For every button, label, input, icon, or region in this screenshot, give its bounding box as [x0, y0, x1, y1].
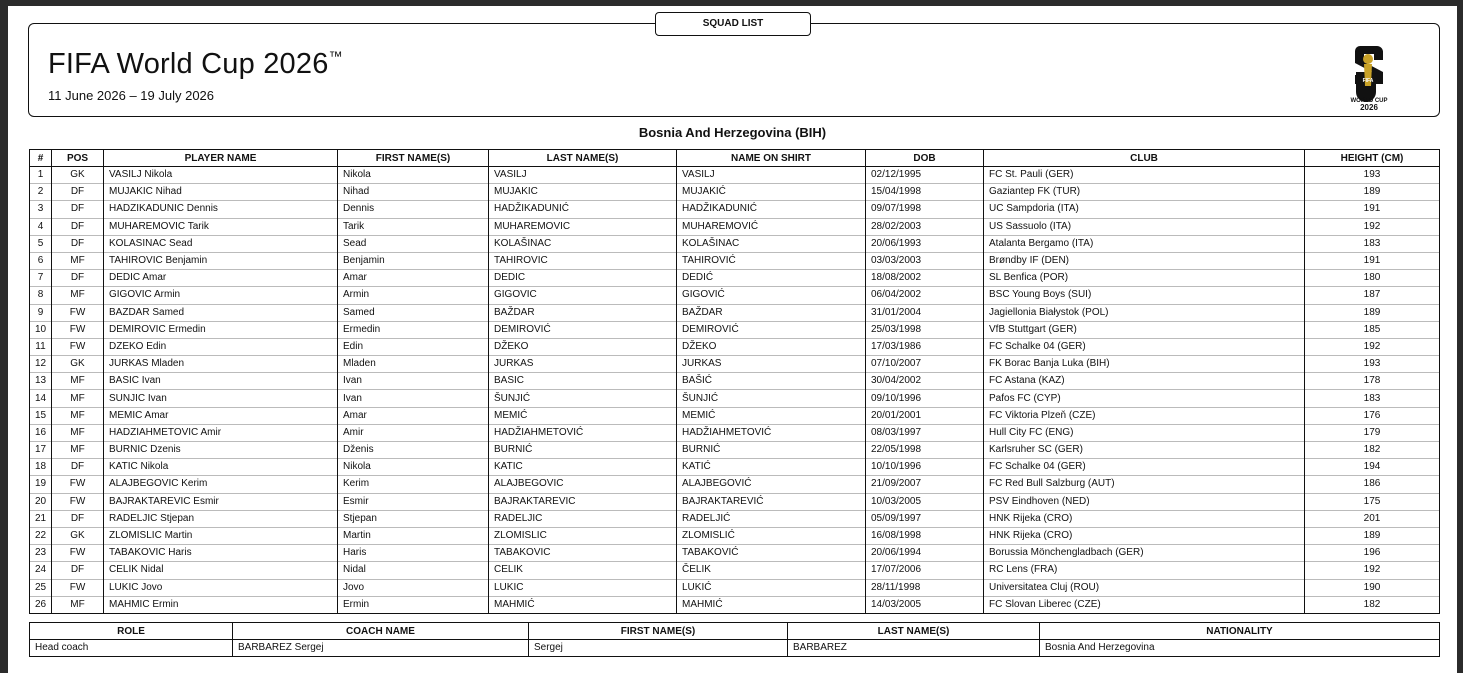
table-cell: 05/09/1997 [866, 510, 984, 527]
table-row [30, 287, 1440, 304]
table-cell: Samed [338, 304, 489, 321]
table-cell: DF [52, 184, 104, 201]
table-cell: 22/05/1998 [866, 442, 984, 459]
table-cell: ČELIK [677, 562, 866, 579]
table-cell: 16 [30, 424, 52, 441]
table-cell: BAZDAR Samed [104, 304, 338, 321]
table-cell: GK [52, 167, 104, 184]
table-cell: 28/11/1998 [866, 579, 984, 596]
table-cell: 22 [30, 527, 52, 544]
table-cell: TAHIROVIĆ [677, 252, 866, 269]
table-cell: 23 [30, 545, 52, 562]
table-cell: Atalanta Bergamo (ITA) [984, 235, 1305, 252]
table-cell: 20 [30, 493, 52, 510]
table-row [30, 184, 1440, 201]
table-cell: 31/01/2004 [866, 304, 984, 321]
table-cell: MUHAREMOVIĆ [677, 218, 866, 235]
table-cell: VfB Stuttgart (GER) [984, 321, 1305, 338]
table-row [30, 338, 1440, 355]
table-cell: FC Schalke 04 (GER) [984, 338, 1305, 355]
table-row [30, 252, 1440, 269]
table-cell: 9 [30, 304, 52, 321]
table-cell: DF [52, 510, 104, 527]
table-cell: FW [52, 493, 104, 510]
table-row [30, 304, 1440, 321]
table-cell: DF [52, 562, 104, 579]
table-cell: MF [52, 252, 104, 269]
table-cell: CELIK [489, 562, 677, 579]
table-cell: Jovo [338, 579, 489, 596]
table-cell: FW [52, 321, 104, 338]
document-header [28, 23, 1440, 117]
table-cell: ALAJBEGOVIĆ [677, 476, 866, 493]
coach-table-header [30, 623, 1440, 640]
table-cell: VASILJ [677, 167, 866, 184]
logo-fifa-text: FIFA [1362, 78, 1374, 84]
column-header: FIRST NAME(S) [338, 150, 489, 167]
column-header: POS [52, 150, 104, 167]
logo-year-text: 2026 [1360, 103, 1378, 112]
table-cell: ZLOMISLIC Martin [104, 527, 338, 544]
table-cell: 193 [1305, 167, 1440, 184]
table-cell: MEMIĆ [677, 407, 866, 424]
table-cell: 17/07/2006 [866, 562, 984, 579]
column-header: LAST NAME(S) [788, 623, 1040, 640]
table-cell: 3 [30, 201, 52, 218]
table-row [30, 442, 1440, 459]
table-cell: 15 [30, 407, 52, 424]
table-cell: ŠUNJIĆ [677, 390, 866, 407]
column-header: CLUB [984, 150, 1305, 167]
table-cell: LUKIC [489, 579, 677, 596]
table-cell: BURNIĆ [489, 442, 677, 459]
table-cell: 175 [1305, 493, 1440, 510]
table-cell: BAŠIĆ [677, 373, 866, 390]
table-cell: 187 [1305, 287, 1440, 304]
table-row [30, 596, 1440, 613]
table-cell: 178 [1305, 373, 1440, 390]
table-cell: MUHAREMOVIC [489, 218, 677, 235]
table-cell: GIGOVIC [489, 287, 677, 304]
table-cell: 185 [1305, 321, 1440, 338]
table-cell: 03/03/2003 [866, 252, 984, 269]
table-cell: 191 [1305, 201, 1440, 218]
table-cell: 20/01/2001 [866, 407, 984, 424]
table-cell: DF [52, 459, 104, 476]
page-title [48, 48, 343, 81]
table-cell: RADELJIĆ [677, 510, 866, 527]
table-cell: BAJRAKTAREVIĆ [677, 493, 866, 510]
table-cell: Nidal [338, 562, 489, 579]
table-cell: 192 [1305, 338, 1440, 355]
table-cell: 21 [30, 510, 52, 527]
table-cell: MAHMIĆ [489, 596, 677, 613]
table-cell: Benjamin [338, 252, 489, 269]
table-cell: GK [52, 527, 104, 544]
table-cell: BAJRAKTAREVIC [489, 493, 677, 510]
table-cell: HADŽIAHMETOVIĆ [489, 424, 677, 441]
table-cell: 193 [1305, 356, 1440, 373]
table-cell: FW [52, 304, 104, 321]
squad-table [29, 149, 1440, 614]
table-cell: Dennis [338, 201, 489, 218]
table-cell: 09/10/1996 [866, 390, 984, 407]
table-cell: VASILJ [489, 167, 677, 184]
table-cell: KOLAŠINAC [489, 235, 677, 252]
trademark-symbol: ™ [328, 48, 343, 64]
table-row [30, 424, 1440, 441]
table-cell: 6 [30, 252, 52, 269]
table-cell: MUJAKIĆ [677, 184, 866, 201]
table-row [30, 579, 1440, 596]
table-cell: MF [52, 424, 104, 441]
table-cell: ZLOMISLIĆ [677, 527, 866, 544]
table-cell: ALAJBEGOVIC [489, 476, 677, 493]
table-cell: Mladen [338, 356, 489, 373]
table-cell: 07/10/2007 [866, 356, 984, 373]
table-row [30, 321, 1440, 338]
table-row [30, 527, 1440, 544]
table-cell: 179 [1305, 424, 1440, 441]
table-row [30, 373, 1440, 390]
table-cell: JURKAS [677, 356, 866, 373]
table-cell: MF [52, 596, 104, 613]
table-cell: 20/06/1994 [866, 545, 984, 562]
table-cell: KOLAŠINAC [677, 235, 866, 252]
table-cell: Ivan [338, 390, 489, 407]
table-cell: Bosnia And Herzegovina [1040, 640, 1440, 657]
table-cell: 18 [30, 459, 52, 476]
table-cell: Stjepan [338, 510, 489, 527]
coach-table [29, 622, 1440, 657]
table-cell: Borussia Mönchengladbach (GER) [984, 545, 1305, 562]
table-cell: 183 [1305, 235, 1440, 252]
table-cell: 21/09/2007 [866, 476, 984, 493]
table-cell: 183 [1305, 390, 1440, 407]
table-cell: Karlsruher SC (GER) [984, 442, 1305, 459]
table-cell: 18/08/2002 [866, 270, 984, 287]
table-cell: TABAKOVIC Haris [104, 545, 338, 562]
table-cell: Amar [338, 270, 489, 287]
column-header: # [30, 150, 52, 167]
table-cell: 182 [1305, 596, 1440, 613]
table-cell: MF [52, 407, 104, 424]
column-header: NAME ON SHIRT [677, 150, 866, 167]
table-cell: BASIC [489, 373, 677, 390]
table-cell: US Sassuolo (ITA) [984, 218, 1305, 235]
table-cell: Ermedin [338, 321, 489, 338]
table-cell: HNK Rijeka (CRO) [984, 510, 1305, 527]
table-cell: PSV Eindhoven (NED) [984, 493, 1305, 510]
table-cell: 17/03/1986 [866, 338, 984, 355]
table-row [30, 476, 1440, 493]
table-row [30, 562, 1440, 579]
table-cell: ŠUNJIĆ [489, 390, 677, 407]
table-cell: 7 [30, 270, 52, 287]
table-row [30, 270, 1440, 287]
table-cell: TABAKOVIĆ [677, 545, 866, 562]
table-cell: HADZIKADUNIC Dennis [104, 201, 338, 218]
table-cell: Amar [338, 407, 489, 424]
table-cell: GK [52, 356, 104, 373]
table-cell: 15/04/1998 [866, 184, 984, 201]
table-cell: DF [52, 201, 104, 218]
squad-table-header [30, 150, 1440, 167]
table-cell: MF [52, 287, 104, 304]
table-cell: TABAKOVIC [489, 545, 677, 562]
table-cell: 08/03/1997 [866, 424, 984, 441]
table-cell: GIGOVIĆ [677, 287, 866, 304]
table-cell: Brøndby IF (DEN) [984, 252, 1305, 269]
table-cell: BURNIC Dzenis [104, 442, 338, 459]
table-cell: DF [52, 235, 104, 252]
table-cell: DEMIROVIC Ermedin [104, 321, 338, 338]
table-cell: 1 [30, 167, 52, 184]
table-cell: KOLASINAC Sead [104, 235, 338, 252]
table-cell: 14/03/2005 [866, 596, 984, 613]
table-cell: 11 [30, 338, 52, 355]
table-cell: Universitatea Cluj (ROU) [984, 579, 1305, 596]
table-cell: JURKAS Mladen [104, 356, 338, 373]
table-cell: Head coach [30, 640, 233, 657]
table-cell: ALAJBEGOVIC Kerim [104, 476, 338, 493]
column-header: LAST NAME(S) [489, 150, 677, 167]
table-cell: BASIC Ivan [104, 373, 338, 390]
trophy-logo-icon [1349, 42, 1389, 112]
table-cell: 192 [1305, 562, 1440, 579]
table-cell: 186 [1305, 476, 1440, 493]
table-cell: FC Viktoria Plzeň (CZE) [984, 407, 1305, 424]
table-row [30, 218, 1440, 235]
table-cell: JURKAS [489, 356, 677, 373]
table-cell: 10/03/2005 [866, 493, 984, 510]
table-cell: 09/07/1998 [866, 201, 984, 218]
table-cell: 17 [30, 442, 52, 459]
table-cell: FC Red Bull Salzburg (AUT) [984, 476, 1305, 493]
coach-row [30, 640, 1440, 657]
table-cell: MEMIĆ [489, 407, 677, 424]
table-cell: DZEKO Edin [104, 338, 338, 355]
table-cell: HADŽIKADUNIĆ [489, 201, 677, 218]
table-cell: Sergej [529, 640, 788, 657]
table-cell: Amir [338, 424, 489, 441]
team-title: Bosnia And Herzegovina (BIH) [638, 125, 827, 140]
table-cell: 190 [1305, 579, 1440, 596]
table-cell: 06/04/2002 [866, 287, 984, 304]
fifa-world-cup-logo [1349, 42, 1389, 112]
table-cell: KATIC Nikola [104, 459, 338, 476]
column-header: NATIONALITY [1040, 623, 1440, 640]
table-cell: DEMIROVIĆ [677, 321, 866, 338]
logo-world-cup-text: WORLD CUP [1350, 98, 1388, 104]
table-cell: FW [52, 476, 104, 493]
table-cell: Pafos FC (CYP) [984, 390, 1305, 407]
table-cell: BSC Young Boys (SUI) [984, 287, 1305, 304]
table-row [30, 356, 1440, 373]
table-cell: 26 [30, 596, 52, 613]
table-cell: RADELJIC [489, 510, 677, 527]
table-cell: ZLOMISLIC [489, 527, 677, 544]
table-cell: BAŽDAR [489, 304, 677, 321]
table-cell: BARBAREZ Sergej [233, 640, 529, 657]
table-cell: MUHAREMOVIC Tarik [104, 218, 338, 235]
table-cell: 201 [1305, 510, 1440, 527]
table-row [30, 493, 1440, 510]
table-cell: DEDIC [489, 270, 677, 287]
table-cell: FW [52, 579, 104, 596]
table-cell: FC St. Pauli (GER) [984, 167, 1305, 184]
table-cell: 14 [30, 390, 52, 407]
table-cell: 194 [1305, 459, 1440, 476]
table-row [30, 407, 1440, 424]
table-cell: MAHMIĆ [677, 596, 866, 613]
table-cell: Edin [338, 338, 489, 355]
table-cell: FC Schalke 04 (GER) [984, 459, 1305, 476]
table-cell: MUJAKIC [489, 184, 677, 201]
table-cell: 176 [1305, 407, 1440, 424]
table-cell: HNK Rijeka (CRO) [984, 527, 1305, 544]
table-cell: Jagiellonia Białystok (POL) [984, 304, 1305, 321]
table-cell: 8 [30, 287, 52, 304]
table-cell: BAJRAKTAREVIC Esmir [104, 493, 338, 510]
table-cell: Nikola [338, 459, 489, 476]
table-cell: UC Sampdoria (ITA) [984, 201, 1305, 218]
table-cell: LUKIC Jovo [104, 579, 338, 596]
table-cell: 5 [30, 235, 52, 252]
table-cell: 02/12/1995 [866, 167, 984, 184]
table-cell: 2 [30, 184, 52, 201]
column-header: DOB [866, 150, 984, 167]
table-cell: 10/10/1996 [866, 459, 984, 476]
table-cell: MF [52, 373, 104, 390]
table-row [30, 459, 1440, 476]
table-cell: HADŽIAHMETOVIĆ [677, 424, 866, 441]
table-cell: Gaziantep FK (TUR) [984, 184, 1305, 201]
table-cell: MUJAKIC Nihad [104, 184, 338, 201]
table-cell: 28/02/2003 [866, 218, 984, 235]
table-cell: 189 [1305, 527, 1440, 544]
table-cell: DEDIĆ [677, 270, 866, 287]
table-cell: 192 [1305, 218, 1440, 235]
table-cell: VASILJ Nikola [104, 167, 338, 184]
table-cell: 25/03/1998 [866, 321, 984, 338]
table-cell: 189 [1305, 304, 1440, 321]
table-cell: 189 [1305, 184, 1440, 201]
table-cell: Dženis [338, 442, 489, 459]
table-cell: Hull City FC (ENG) [984, 424, 1305, 441]
table-cell: Esmir [338, 493, 489, 510]
table-cell: BURNIĆ [677, 442, 866, 459]
table-cell: KATIĆ [677, 459, 866, 476]
table-cell: DF [52, 270, 104, 287]
table-cell: RC Lens (FRA) [984, 562, 1305, 579]
table-row [30, 390, 1440, 407]
table-cell: TAHIROVIC [489, 252, 677, 269]
table-cell: KATIC [489, 459, 677, 476]
table-row [30, 167, 1440, 184]
table-cell: MF [52, 390, 104, 407]
table-cell: Haris [338, 545, 489, 562]
table-cell: Tarik [338, 218, 489, 235]
table-cell: FK Borac Banja Luka (BIH) [984, 356, 1305, 373]
table-cell: DŽEKO [677, 338, 866, 355]
squad-list-tab: SQUAD LIST [655, 12, 811, 36]
table-row [30, 235, 1440, 252]
table-cell: BAŽDAR [677, 304, 866, 321]
table-cell: MAHMIC Ermin [104, 596, 338, 613]
table-cell: FW [52, 338, 104, 355]
column-header: HEIGHT (CM) [1305, 150, 1440, 167]
table-cell: BARBAREZ [788, 640, 1040, 657]
table-cell: 25 [30, 579, 52, 596]
tournament-dates: 11 June 2026 – 19 July 2026 [48, 88, 215, 103]
table-cell: 4 [30, 218, 52, 235]
table-cell: Nihad [338, 184, 489, 201]
table-cell: GIGOVIC Armin [104, 287, 338, 304]
table-cell: 13 [30, 373, 52, 390]
table-row [30, 545, 1440, 562]
table-cell: Nikola [338, 167, 489, 184]
table-cell: 20/06/1993 [866, 235, 984, 252]
table-cell: HADŽIKADUNIĆ [677, 201, 866, 218]
column-header: FIRST NAME(S) [529, 623, 788, 640]
table-cell: Ermin [338, 596, 489, 613]
table-cell: DF [52, 218, 104, 235]
table-cell: SUNJIC Ivan [104, 390, 338, 407]
column-header: PLAYER NAME [104, 150, 338, 167]
table-cell: MEMIC Amar [104, 407, 338, 424]
table-cell: 16/08/1998 [866, 527, 984, 544]
table-cell: HADZIAHMETOVIC Amir [104, 424, 338, 441]
table-cell: Ivan [338, 373, 489, 390]
table-cell: MF [52, 442, 104, 459]
table-cell: Martin [338, 527, 489, 544]
title-text: FIFA World Cup 2026 [48, 48, 329, 80]
table-row [30, 510, 1440, 527]
table-cell: DEDIC Amar [104, 270, 338, 287]
table-cell: 191 [1305, 252, 1440, 269]
table-cell: SL Benfica (POR) [984, 270, 1305, 287]
table-cell: DEMIROVIĆ [489, 321, 677, 338]
table-cell: FC Astana (KAZ) [984, 373, 1305, 390]
table-cell: 180 [1305, 270, 1440, 287]
table-cell: FW [52, 545, 104, 562]
table-cell: Kerim [338, 476, 489, 493]
table-cell: Sead [338, 235, 489, 252]
table-cell: Armin [338, 287, 489, 304]
table-cell: LUKIĆ [677, 579, 866, 596]
table-cell: RADELJIC Stjepan [104, 510, 338, 527]
table-cell: 10 [30, 321, 52, 338]
table-cell: DŽEKO [489, 338, 677, 355]
table-row [30, 201, 1440, 218]
table-cell: 182 [1305, 442, 1440, 459]
table-cell: 24 [30, 562, 52, 579]
column-header: ROLE [30, 623, 233, 640]
table-cell: 196 [1305, 545, 1440, 562]
table-cell: 19 [30, 476, 52, 493]
column-header: COACH NAME [233, 623, 529, 640]
squad-table-body [30, 167, 1440, 614]
document-page [8, 6, 1457, 673]
table-cell: FC Slovan Liberec (CZE) [984, 596, 1305, 613]
table-cell: CELIK Nidal [104, 562, 338, 579]
table-cell: 12 [30, 356, 52, 373]
table-cell: 30/04/2002 [866, 373, 984, 390]
table-cell: TAHIROVIC Benjamin [104, 252, 338, 269]
